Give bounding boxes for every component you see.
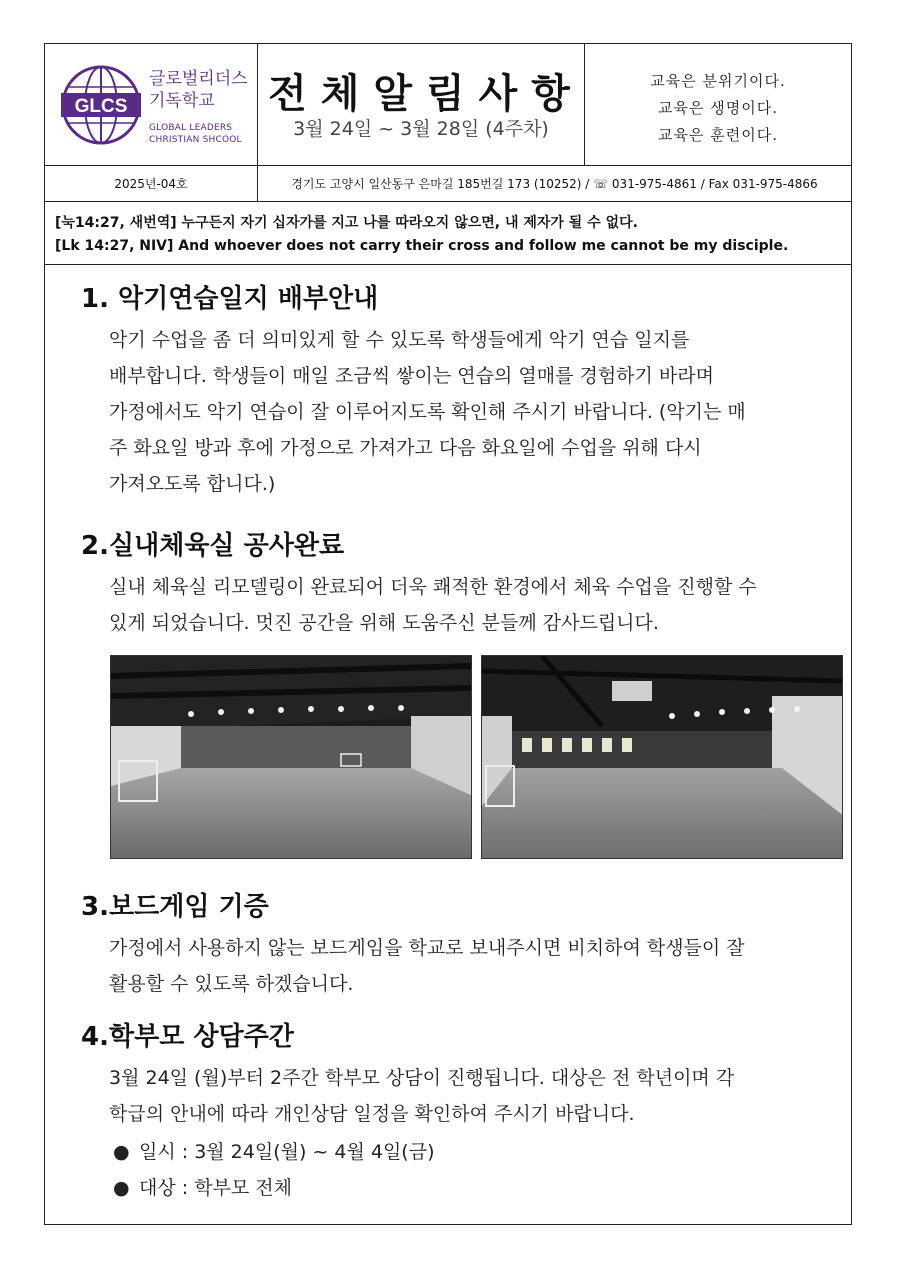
verse-english: [Lk 14:27, NIV] And whoever does not carry their cross and follow me cannot be my disciple. — [55, 238, 789, 254]
gym-photo-2 — [481, 655, 843, 859]
logo-mark: GLCS — [74, 96, 128, 117]
gym-photo-image — [111, 656, 472, 859]
bullet-text: 대상 : 학부모 전체 — [139, 1177, 292, 1199]
section-body — [109, 569, 821, 641]
body-line: 가정에서도 악기 연습이 잘 이루어지도록 확인해 주시기 바랍니다. (악기는 매 — [109, 401, 746, 423]
school-logo — [45, 44, 258, 165]
body-line: 학급의 안내에 따라 개인상담 일정을 확인하여 주시기 바랍니다. — [109, 1103, 635, 1125]
section-board-game — [81, 890, 821, 1002]
section-body — [109, 322, 821, 502]
info-row — [45, 166, 851, 202]
bible-verse — [45, 202, 851, 265]
section-title: 3.보드게임 기증 — [81, 892, 269, 922]
body-line: 악기 수업을 좀 더 의미있게 할 수 있도록 학생들에게 악기 연습 일지를 — [109, 329, 690, 351]
page-title: 전체알림사항 — [268, 71, 584, 117]
school-name-ko — [149, 68, 248, 112]
body-line: 배부합니다. 학생들이 매일 조금씩 쌓이는 연습의 열매를 경험하기 바라며 — [109, 365, 714, 387]
issue-number: 2025년-04호 — [45, 166, 258, 201]
section-body — [109, 930, 821, 1002]
body-line: 주 화요일 방과 후에 가정으로 가져가고 다음 화요일에 수업을 위해 다시 — [109, 437, 702, 459]
school-name-ko-line2: 기독학교 — [149, 91, 215, 111]
section-title: 4.학부모 상담주간 — [81, 1022, 294, 1052]
school-name-en — [149, 122, 242, 146]
section-parent-consultation — [81, 1020, 821, 1206]
list-item — [109, 1170, 821, 1206]
school-name-ko-line1: 글로벌리더스 — [149, 69, 248, 89]
section-gym-renovation — [81, 529, 821, 641]
notice-frame — [44, 43, 852, 1225]
gym-photo-image — [482, 656, 843, 859]
body-line: 실내 체육실 리모델링이 완료되어 더욱 쾌적한 환경에서 체육 수업을 진행할 수 — [109, 576, 757, 598]
motto-block — [585, 44, 851, 165]
body-line: 활용할 수 있도록 하겠습니다. — [109, 973, 354, 995]
list-item — [109, 1134, 821, 1170]
bullet-icon: ● — [113, 1141, 130, 1163]
bullet-list — [109, 1134, 821, 1206]
motto-line: 교육은 분위기이다. — [650, 72, 786, 90]
school-name-en-line2: CHRISTIAN SHCOOL — [149, 135, 242, 145]
body-line: 3월 24일 (월)부터 2주간 학부모 상담이 진행됩니다. 대상은 전 학년이며 각 — [109, 1067, 735, 1089]
body-line: 가정에서 사용하지 않는 보드게임을 학교로 보내주시면 비치하여 학생들이 잘 — [109, 937, 745, 959]
bullet-icon: ● — [113, 1177, 130, 1199]
bullet-text: 일시 : 3월 24일(월) ~ 4월 4일(금) — [139, 1141, 435, 1163]
section-instrument-log — [81, 282, 821, 502]
verse-korean: [눅14:27, 새번역] 누구든지 자기 십자가를 지고 나를 따라오지 않으면, 내 제자가 될 수 없다. — [55, 215, 638, 231]
header-row — [45, 44, 851, 166]
title-block — [258, 44, 585, 165]
body-line: 가져오도록 합니다.) — [109, 473, 276, 495]
week-range: 3월 24일 ~ 3월 28일 (4주차) — [293, 118, 549, 140]
motto-line: 교육은 생명이다. — [658, 99, 778, 117]
body-line: 있게 되었습니다. 멋진 공간을 위해 도움주신 분들께 감사드립니다. — [109, 612, 659, 634]
motto-line: 교육은 훈련이다. — [658, 126, 778, 144]
school-address: 경기도 고양시 일산동구 은마길 185번길 173 (10252) / ☏ 031-975-4861 / Fax 031-975-4866 — [291, 177, 818, 191]
section-title: 1. 악기연습일지 배부안내 — [81, 284, 379, 314]
section-title: 2.실내체육실 공사완료 — [81, 531, 345, 561]
school-name-en-line1: GLOBAL LEADERS — [149, 123, 233, 133]
globe-logo-icon — [59, 63, 143, 147]
section-body — [109, 1060, 821, 1132]
gym-photo-1 — [110, 655, 472, 859]
